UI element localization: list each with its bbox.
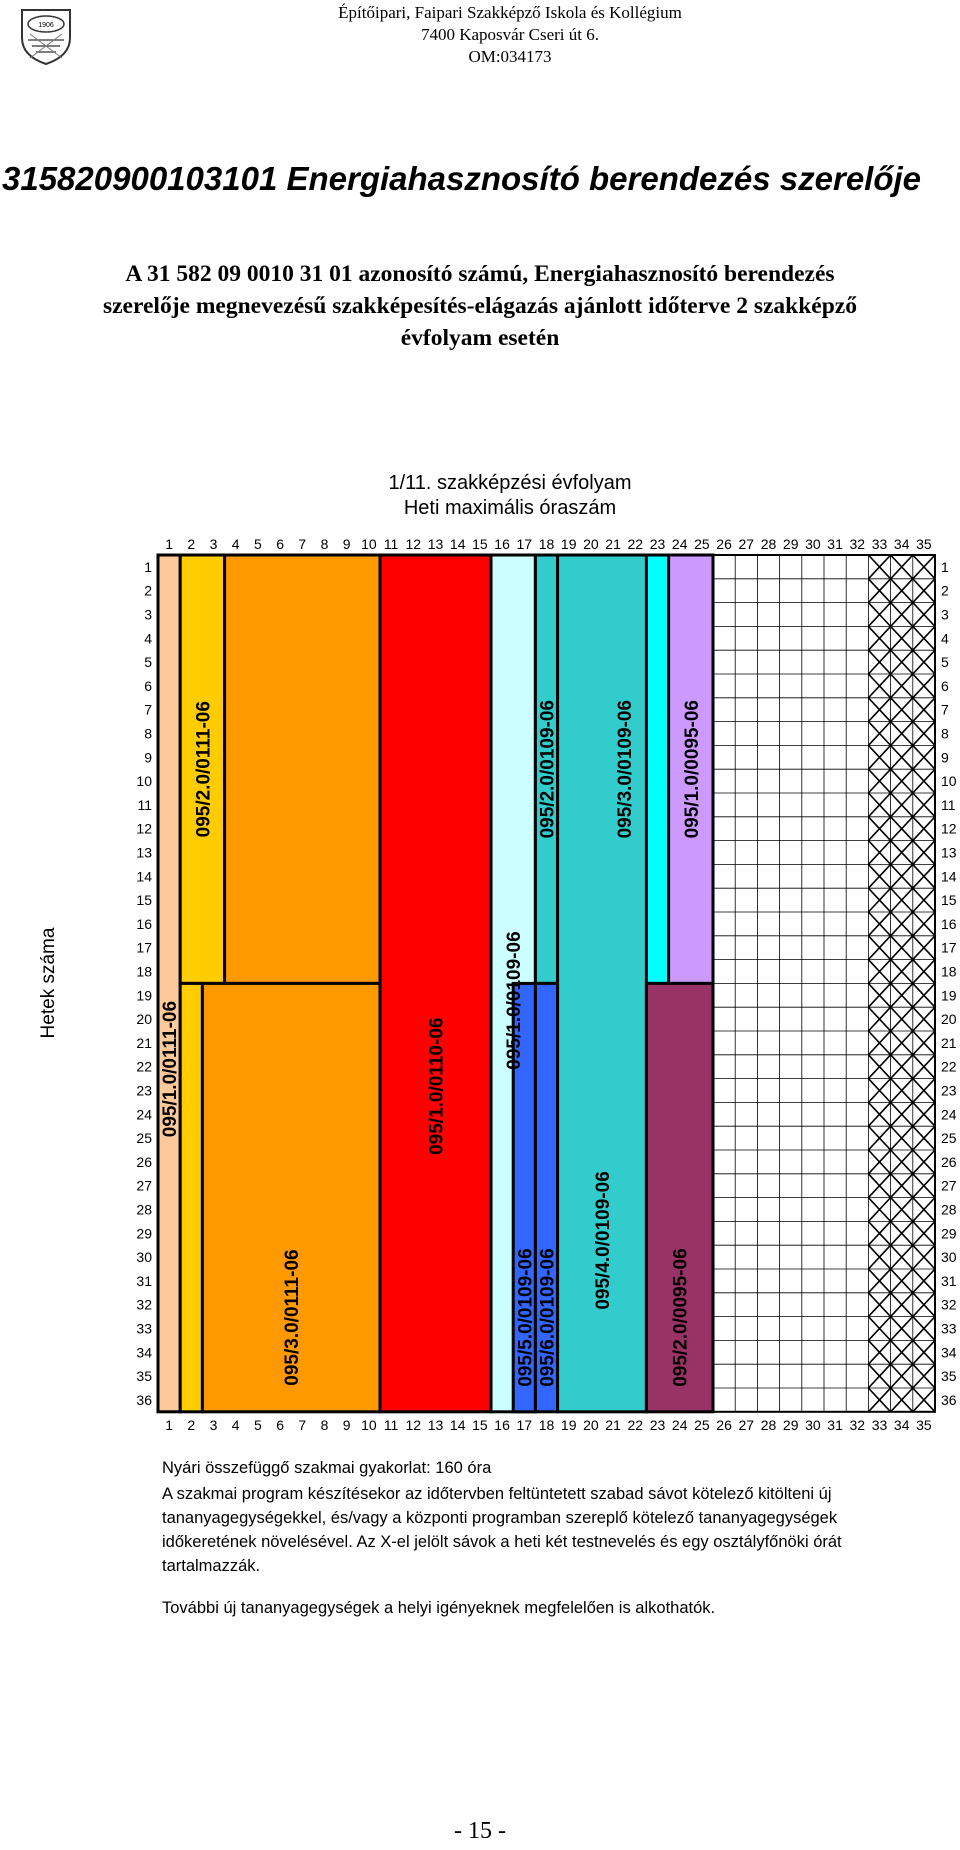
row-number-right: 33 [941, 1320, 957, 1337]
note-line: tartalmazzák. [162, 1557, 261, 1575]
row-number-left: 12 [136, 820, 152, 837]
column-number-bottom: 28 [760, 1416, 777, 1433]
row-number-left: 34 [136, 1344, 152, 1361]
column-number-bottom: 35 [916, 1416, 932, 1433]
row-number-left: 21 [136, 1034, 152, 1051]
row-number-right: 21 [941, 1034, 957, 1051]
column-number-top: 17 [516, 536, 533, 552]
row-number-right: 8 [941, 725, 949, 742]
summer-practice-note: Nyári összefüggő szakmai gyakorlat: 160 óra [162, 1459, 492, 1477]
grid-title-line2: Heti maximális óraszám [403, 497, 617, 519]
note-line: időkeretének növelésével. Az X-el jelölt sávok a heti két testnevelés és egy osztályfőnöki órát [162, 1533, 842, 1551]
row-number-left: 16 [136, 915, 152, 932]
further-note: További új tananyagegységek a helyi igényeknek megfelelően is alkothatók. [162, 1599, 716, 1617]
column-number-top: 10 [361, 536, 377, 552]
row-number-left: 10 [136, 773, 152, 790]
column-number-bottom: 17 [516, 1416, 533, 1433]
row-number-right: 22 [941, 1058, 957, 1075]
row-number-left: 2 [144, 582, 152, 599]
column-number-bottom: 13 [427, 1416, 444, 1433]
row-number-right: 28 [941, 1201, 957, 1218]
row-number-right: 31 [941, 1272, 957, 1289]
row-number-right: 36 [941, 1391, 957, 1408]
column-number-top: 4 [231, 536, 240, 552]
column-number-top: 31 [827, 536, 843, 552]
column-number-bottom: 12 [405, 1416, 422, 1433]
column-number-bottom: 3 [209, 1416, 218, 1433]
column-number-top: 34 [893, 536, 910, 552]
block-label: 095/5.0/0109-06 [515, 1248, 537, 1387]
column-number-bottom: 29 [782, 1416, 799, 1433]
row-number-left: 23 [136, 1082, 152, 1099]
column-number-bottom: 32 [849, 1416, 866, 1433]
column-number-top: 11 [383, 536, 399, 552]
column-number-top: 2 [187, 536, 196, 552]
note-line: tananyagegységekkel, és/vagy a központi programban szereplő kötelező tananyagegységek [162, 1509, 838, 1527]
column-number-top: 5 [254, 536, 262, 552]
row-number-left: 30 [136, 1249, 152, 1266]
row-number-right: 5 [941, 654, 949, 671]
column-number-bottom: 31 [827, 1416, 843, 1433]
column-number-top: 33 [871, 536, 888, 552]
column-number-bottom: 11 [383, 1416, 399, 1433]
row-number-left: 29 [136, 1225, 152, 1242]
column-number-bottom: 26 [716, 1416, 732, 1433]
column-number-top: 25 [694, 536, 710, 552]
row-number-right: 3 [941, 606, 949, 623]
column-number-top: 1 [165, 536, 173, 552]
column-number-bottom: 25 [694, 1416, 710, 1433]
row-number-left: 3 [144, 606, 152, 623]
row-number-right: 12 [941, 820, 957, 837]
column-number-bottom: 6 [276, 1416, 284, 1433]
row-number-right: 7 [941, 701, 949, 718]
row-number-right: 29 [941, 1225, 957, 1242]
block-label: 095/1.0/0110-06 [426, 1017, 448, 1155]
column-number-bottom: 15 [472, 1416, 488, 1433]
row-number-left: 6 [144, 677, 152, 694]
row-number-left: 13 [136, 844, 152, 861]
row-number-left: 18 [136, 963, 152, 980]
block-label: 095/6.0/0109-06 [537, 1248, 559, 1387]
column-number-top: 35 [916, 536, 932, 552]
column-number-bottom: 8 [320, 1416, 329, 1433]
row-number-right: 19 [941, 987, 957, 1004]
column-number-top: 6 [276, 536, 284, 552]
row-number-left: 28 [136, 1201, 152, 1218]
block-label: 095/4.0/0109-06 [593, 1171, 614, 1310]
column-number-top: 12 [405, 536, 422, 552]
row-number-right: 2 [941, 582, 949, 599]
row-number-right: 32 [941, 1296, 957, 1313]
block-label: 095/2.0/0095-06 [670, 1248, 692, 1387]
column-number-bottom: 19 [560, 1416, 577, 1433]
row-number-left: 31 [136, 1272, 152, 1289]
row-number-left: 22 [136, 1058, 152, 1075]
row-number-right: 27 [941, 1177, 957, 1194]
schedule-block [225, 555, 380, 983]
row-number-left: 20 [136, 1011, 152, 1028]
column-number-top: 32 [849, 536, 866, 552]
schedule-grid [0, 530, 960, 1440]
column-number-bottom: 33 [871, 1416, 888, 1433]
row-number-left: 24 [136, 1106, 152, 1123]
column-number-top: 19 [560, 536, 577, 552]
column-number-top: 28 [760, 536, 777, 552]
column-number-top: 7 [298, 536, 307, 552]
column-number-bottom: 34 [893, 1416, 910, 1433]
row-number-right: 26 [941, 1153, 957, 1170]
column-number-bottom: 10 [361, 1416, 377, 1433]
row-number-right: 17 [941, 939, 957, 956]
block-label: 095/1.0/0095-06 [681, 699, 703, 839]
column-number-top: 22 [627, 536, 644, 552]
column-number-top: 18 [538, 536, 555, 552]
row-number-right: 30 [941, 1249, 957, 1266]
logo-year: 1906 [38, 22, 54, 29]
column-number-top: 3 [209, 536, 218, 552]
column-number-bottom: 9 [342, 1416, 351, 1433]
row-number-left: 4 [144, 630, 152, 647]
row-number-left: 7 [144, 701, 152, 718]
row-number-left: 26 [136, 1153, 152, 1170]
column-number-top: 30 [805, 536, 821, 552]
school-address: 7400 Kaposvár Cseri út 6. [420, 25, 599, 44]
row-number-left: 36 [136, 1391, 152, 1408]
block-label: 095/2.0/0111-06 [193, 701, 215, 838]
row-number-right: 24 [941, 1106, 957, 1123]
block-label: 095/1.0/0111-06 [160, 1000, 182, 1138]
row-number-left: 15 [136, 892, 152, 909]
note-paragraph [162, 1482, 942, 1578]
row-number-right: 1 [941, 558, 949, 575]
column-number-top: 24 [671, 536, 688, 552]
schedule-block [380, 555, 491, 1412]
subtitle-line: A 31 582 09 0010 31 01 azonosító számú, Energiahasznosító berendezés [125, 261, 835, 287]
row-number-left: 25 [136, 1130, 152, 1147]
row-number-right: 6 [941, 677, 949, 694]
column-number-bottom: 21 [605, 1416, 621, 1433]
row-number-left: 27 [136, 1177, 152, 1194]
row-number-right: 15 [941, 892, 957, 909]
row-number-right: 4 [941, 630, 949, 647]
column-number-bottom: 23 [649, 1416, 666, 1433]
column-number-bottom: 27 [738, 1416, 755, 1433]
row-number-left: 8 [144, 725, 152, 742]
subtitle-line: szerelője megnevezésű szakképesítés-elágazás ajánlott időterve 2 szakképző [102, 293, 857, 319]
row-number-left: 5 [144, 654, 152, 671]
rows-axis-label: Hetek száma [38, 927, 59, 1039]
note-line: A szakmai program készítésekor az időtervben feltüntetett szabad sávot kötelező kitölteni új [162, 1485, 832, 1503]
column-number-top: 9 [342, 536, 351, 552]
grid-title-line1: 1/11. szakképzési évfolyam [388, 472, 632, 494]
row-number-right: 11 [941, 796, 956, 813]
school-logo [18, 4, 74, 66]
column-number-bottom: 22 [627, 1416, 644, 1433]
row-number-left: 17 [136, 939, 152, 956]
block-label: 095/3.0/0111-06 [282, 1249, 304, 1386]
row-number-left: 32 [136, 1296, 152, 1313]
document-title: 315820900103101 Energiahasznosító berendezés szerelője [2, 160, 922, 197]
column-number-bottom: 4 [231, 1416, 240, 1433]
school-name: Építőipari, Faipari Szakképző Iskola és Kollégium [338, 3, 682, 22]
column-number-bottom: 7 [298, 1416, 307, 1433]
column-number-bottom: 16 [494, 1416, 510, 1433]
column-number-top: 8 [320, 536, 329, 552]
row-number-left: 11 [137, 796, 152, 813]
column-number-top: 26 [716, 536, 732, 552]
row-number-right: 34 [941, 1344, 957, 1361]
row-number-left: 33 [136, 1320, 152, 1337]
column-number-bottom: 30 [805, 1416, 821, 1433]
row-number-right: 20 [941, 1011, 957, 1028]
column-number-bottom: 24 [671, 1416, 688, 1433]
school-om: OM:034173 [468, 47, 552, 66]
block-label: 095/2.0/0109-06 [537, 699, 559, 839]
column-number-bottom: 20 [583, 1416, 599, 1433]
row-number-left: 35 [136, 1368, 152, 1385]
row-number-left: 14 [136, 868, 152, 885]
row-number-right: 10 [941, 773, 957, 790]
row-number-right: 9 [941, 749, 949, 766]
column-number-bottom: 1 [165, 1416, 173, 1433]
subtitle-line: évfolyam esetén [400, 325, 560, 351]
column-number-top: 14 [449, 536, 466, 552]
column-number-top: 16 [494, 536, 510, 552]
column-number-bottom: 18 [538, 1416, 555, 1433]
column-number-bottom: 2 [187, 1416, 196, 1433]
row-number-left: 9 [144, 749, 152, 766]
row-number-left: 19 [136, 987, 152, 1004]
row-number-right: 13 [941, 844, 957, 861]
row-number-right: 18 [941, 963, 957, 980]
row-number-left: 1 [144, 558, 152, 575]
row-number-right: 14 [941, 868, 957, 885]
column-number-bottom: 5 [254, 1416, 262, 1433]
block-label: 095/3.0/0109-06 [615, 699, 637, 839]
column-number-top: 13 [427, 536, 444, 552]
row-number-right: 35 [941, 1368, 957, 1385]
column-number-top: 21 [605, 536, 621, 552]
column-number-top: 15 [472, 536, 488, 552]
row-number-right: 16 [941, 915, 957, 932]
column-number-top: 29 [782, 536, 799, 552]
column-number-top: 23 [649, 536, 666, 552]
column-number-top: 20 [583, 536, 599, 552]
schedule-block [158, 555, 180, 1412]
row-number-right: 23 [941, 1082, 957, 1099]
block-label: 095/1.0/0109-06 [504, 931, 526, 1070]
column-number-top: 27 [738, 536, 755, 552]
page-number: - 15 - [454, 1818, 506, 1844]
row-number-right: 25 [941, 1130, 957, 1147]
schedule-block [180, 983, 202, 1411]
subtitle [80, 258, 880, 354]
column-number-bottom: 14 [449, 1416, 466, 1433]
